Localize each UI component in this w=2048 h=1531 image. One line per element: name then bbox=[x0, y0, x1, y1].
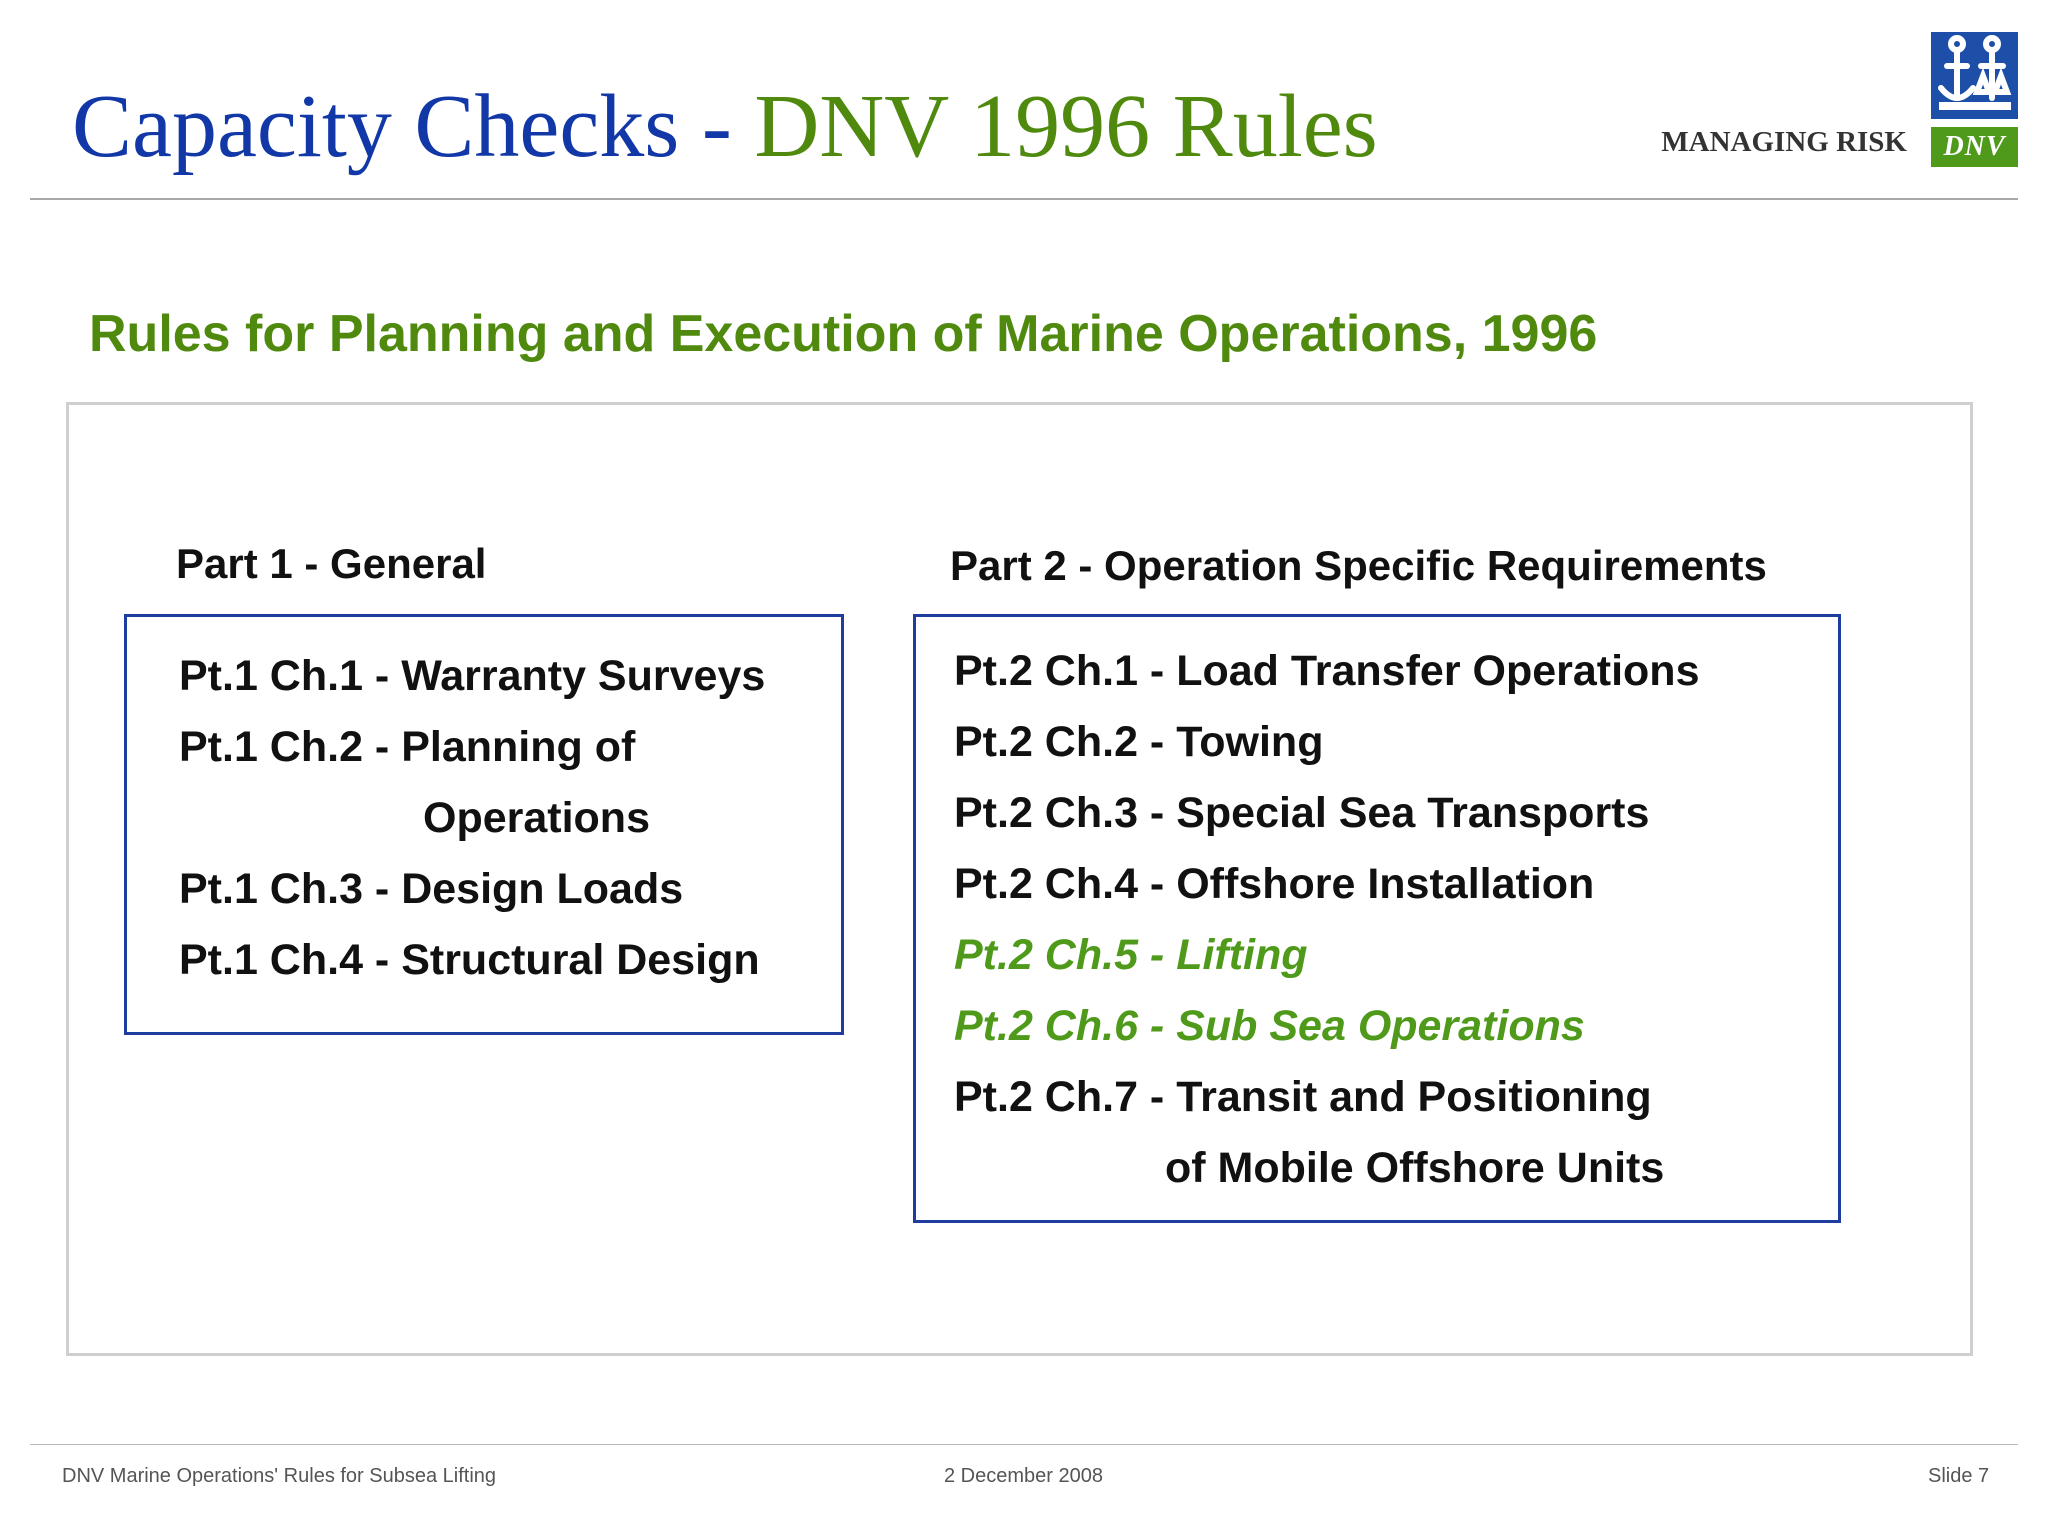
part2-item: Pt.2 Ch.1 - Load Transfer Operations bbox=[954, 647, 1700, 695]
slide-number: Slide 7 bbox=[1928, 1465, 1990, 1487]
header-divider bbox=[30, 198, 2018, 200]
part1-box bbox=[124, 614, 844, 1035]
part2-item: Pt.2 Ch.7 - Transit and Positioning bbox=[954, 1073, 1652, 1121]
part1-heading: Part 1 - General bbox=[176, 540, 487, 587]
part2-item: Pt.2 Ch.4 - Offshore Installation bbox=[954, 860, 1595, 908]
part1-item: Pt.1 Ch.2 - Planning of bbox=[179, 723, 636, 771]
title-main: Capacity Checks bbox=[72, 77, 680, 176]
footer-date: 2 December 2008 bbox=[944, 1465, 1103, 1487]
subtitle: Rules for Planning and Execution of Marine Operations, 1996 bbox=[89, 305, 1598, 363]
part2-heading: Part 2 - Operation Specific Requirements bbox=[950, 542, 1767, 589]
part2-item: Pt.2 Ch.2 - Towing bbox=[954, 718, 1324, 766]
part2-item-highlighted: Pt.2 Ch.5 - Lifting bbox=[954, 931, 1308, 979]
part1-item: Pt.1 Ch.3 - Design Loads bbox=[179, 865, 684, 913]
part1-item: Pt.1 Ch.4 - Structural Design bbox=[179, 936, 760, 984]
footer-title: DNV Marine Operations' Rules for Subsea Lifting bbox=[62, 1465, 497, 1487]
footer-divider bbox=[30, 1444, 2018, 1445]
slide-title bbox=[72, 72, 1378, 182]
part2-item-highlighted: Pt.2 Ch.6 - Sub Sea Operations bbox=[954, 1002, 1585, 1050]
title-separator: - bbox=[679, 77, 755, 176]
part2-item: Pt.2 Ch.3 - Special Sea Transports bbox=[954, 789, 1650, 837]
title-highlight: DNV 1996 Rules bbox=[754, 77, 1378, 176]
part1-item: Operations bbox=[423, 794, 650, 842]
part2-box bbox=[913, 614, 1841, 1223]
dnv-logo: DNV bbox=[1931, 127, 2018, 167]
anchor-emblem-icon bbox=[1931, 32, 2018, 119]
part1-item: Pt.1 Ch.1 - Warranty Surveys bbox=[179, 652, 766, 700]
part2-item: of Mobile Offshore Units bbox=[1165, 1144, 1665, 1192]
tagline: MANAGING RISK bbox=[1661, 126, 1907, 158]
